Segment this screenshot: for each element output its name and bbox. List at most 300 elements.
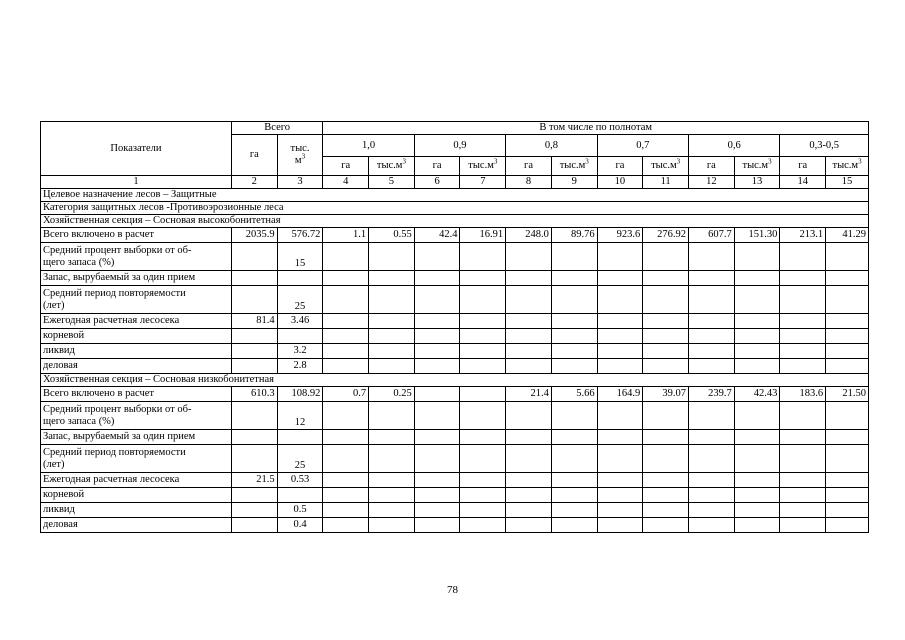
cell-value — [597, 488, 643, 503]
cell-value — [414, 473, 460, 488]
cell-value — [277, 329, 323, 344]
cell-value — [597, 430, 643, 445]
cell-value — [688, 359, 734, 374]
table-row — [41, 228, 869, 243]
cell-value — [369, 329, 415, 344]
cell-value — [780, 503, 826, 518]
row-label: корневой — [41, 488, 232, 503]
row-label: Запас, вырубаемый за один прием — [41, 430, 232, 445]
cell-value: 42.43 — [734, 387, 780, 402]
row-label: Средний процент выборки от об- щего запаса (%) — [41, 402, 232, 430]
subheader-tys-m3: $тыс.м^3$ — [460, 157, 506, 176]
cell-value — [369, 488, 415, 503]
cell-value: 89.76 — [551, 228, 597, 243]
cell-value — [506, 402, 552, 430]
cell-value — [826, 344, 869, 359]
density-1: 1,0 — [323, 135, 414, 157]
cell-value — [688, 344, 734, 359]
cell-value — [643, 271, 689, 286]
cell-value — [780, 488, 826, 503]
column-number: 7 — [460, 176, 506, 189]
cell-value — [643, 286, 689, 314]
cell-value — [643, 243, 689, 271]
cell-value — [551, 359, 597, 374]
cell-value — [688, 402, 734, 430]
row-label: Запас, вырубаемый за один прием — [41, 271, 232, 286]
density-2: 0,9 — [414, 135, 505, 157]
cell-value — [734, 430, 780, 445]
cell-value — [597, 402, 643, 430]
subheader-tys-m3: $тыс.м^3$ — [369, 157, 415, 176]
cell-value — [734, 286, 780, 314]
cell-value — [826, 473, 869, 488]
cell-value — [688, 286, 734, 314]
cell-value — [414, 243, 460, 271]
forest-table — [40, 121, 869, 533]
cell-value — [597, 503, 643, 518]
cell-value — [506, 271, 552, 286]
cell-value — [323, 445, 369, 473]
cell-value — [826, 518, 869, 533]
cell-value — [826, 359, 869, 374]
cell-value — [231, 329, 277, 344]
cell-value — [323, 286, 369, 314]
row-label: Всего включено в расчет — [41, 387, 232, 402]
column-number: 13 — [734, 176, 780, 189]
cell-value — [826, 488, 869, 503]
row-label: Всего включено в расчет — [41, 228, 232, 243]
cell-value — [597, 445, 643, 473]
cell-value — [734, 271, 780, 286]
cell-value — [643, 488, 689, 503]
cell-value — [414, 518, 460, 533]
cell-value — [734, 473, 780, 488]
cell-value — [826, 430, 869, 445]
cell-value — [231, 430, 277, 445]
cell-value — [734, 503, 780, 518]
row-label: ликвид — [41, 344, 232, 359]
cell-value — [643, 359, 689, 374]
cell-value — [551, 271, 597, 286]
cell-value — [414, 445, 460, 473]
header-tys-m3: тыс. $м^3$ — [277, 135, 323, 176]
cell-value — [826, 329, 869, 344]
cell-value — [369, 271, 415, 286]
cell-value — [551, 488, 597, 503]
cell-value: 0.7 — [323, 387, 369, 402]
cell-value — [780, 271, 826, 286]
cell-value — [688, 243, 734, 271]
cell-value — [551, 430, 597, 445]
cell-value: 183.6 — [780, 387, 826, 402]
cell-value — [826, 271, 869, 286]
cell-value: 923.6 — [597, 228, 643, 243]
header-ga: га — [231, 135, 277, 176]
cell-value: 21.5 — [231, 473, 277, 488]
cell-value: 81.4 — [231, 314, 277, 329]
table-row — [41, 503, 869, 518]
row-label: корневой — [41, 329, 232, 344]
cell-value — [780, 344, 826, 359]
cell-value — [460, 473, 506, 488]
cell-value: 15 — [277, 243, 323, 271]
cell-value — [414, 286, 460, 314]
cell-value — [643, 473, 689, 488]
cell-value — [323, 243, 369, 271]
cell-value — [734, 314, 780, 329]
cell-value: 1.1 — [323, 228, 369, 243]
cell-value — [643, 344, 689, 359]
column-number: 3 — [277, 176, 323, 189]
column-number: 12 — [688, 176, 734, 189]
table-row — [41, 387, 869, 402]
cell-value: 39.07 — [643, 387, 689, 402]
cell-value: 0.55 — [369, 228, 415, 243]
cell-value — [231, 518, 277, 533]
cell-value: 25 — [277, 286, 323, 314]
table-row — [41, 314, 869, 329]
cell-value — [780, 329, 826, 344]
column-number: 4 — [323, 176, 369, 189]
cell-value — [506, 344, 552, 359]
row-label: Средний период повторяемости (лет) — [41, 286, 232, 314]
cell-value — [688, 518, 734, 533]
cell-value — [826, 503, 869, 518]
cell-value — [323, 473, 369, 488]
cell-value: 2.8 — [277, 359, 323, 374]
cell-value: 42.4 — [414, 228, 460, 243]
section-title: Хозяйственная секция – Сосновая высокобонитетная — [41, 215, 869, 228]
cell-value — [826, 243, 869, 271]
subheader-ga: га — [780, 157, 826, 176]
subheader-ga: га — [688, 157, 734, 176]
cell-value — [826, 445, 869, 473]
cell-value — [506, 314, 552, 329]
cell-value — [460, 518, 506, 533]
column-number: 2 — [231, 176, 277, 189]
cell-value — [688, 430, 734, 445]
cell-value: 41.29 — [826, 228, 869, 243]
cell-value: 21.4 — [506, 387, 552, 402]
cell-value — [734, 243, 780, 271]
cell-value — [734, 518, 780, 533]
cell-value: 610.3 — [231, 387, 277, 402]
cell-value — [780, 430, 826, 445]
cell-value: 3.2 — [277, 344, 323, 359]
column-number: 10 — [597, 176, 643, 189]
cell-value — [551, 314, 597, 329]
cell-value — [460, 445, 506, 473]
cell-value — [551, 402, 597, 430]
cell-value — [506, 473, 552, 488]
table-row — [41, 286, 869, 314]
cell-value — [414, 329, 460, 344]
cell-value — [826, 314, 869, 329]
cell-value — [780, 473, 826, 488]
subheader-tys-m3: $тыс.м^3$ — [826, 157, 869, 176]
density-4: 0,7 — [597, 135, 688, 157]
cell-value — [506, 503, 552, 518]
cell-value — [369, 359, 415, 374]
cell-value — [551, 445, 597, 473]
cell-value: 2035.9 — [231, 228, 277, 243]
column-number: 15 — [826, 176, 869, 189]
cell-value — [826, 286, 869, 314]
cell-value — [734, 359, 780, 374]
section-category: Категория защитных лесов -Противоэрозионные леса — [41, 202, 869, 215]
cell-value — [277, 430, 323, 445]
cell-value — [231, 286, 277, 314]
row-label: деловая — [41, 518, 232, 533]
cell-value — [460, 387, 506, 402]
cell-value: 3.46 — [277, 314, 323, 329]
header-total: Всего — [231, 122, 322, 135]
cell-value — [231, 445, 277, 473]
subheader-ga: га — [597, 157, 643, 176]
cell-value — [323, 329, 369, 344]
cell-value — [643, 402, 689, 430]
cell-value — [323, 503, 369, 518]
cell-value — [323, 518, 369, 533]
column-number: 11 — [643, 176, 689, 189]
cell-value — [369, 402, 415, 430]
cell-value — [643, 314, 689, 329]
cell-value: 0.25 — [369, 387, 415, 402]
cell-value — [734, 329, 780, 344]
column-number: 6 — [414, 176, 460, 189]
cell-value: 213.1 — [780, 228, 826, 243]
table-row — [41, 518, 869, 533]
cell-value — [460, 503, 506, 518]
cell-value — [506, 518, 552, 533]
table-row — [41, 271, 869, 286]
cell-value — [369, 430, 415, 445]
cell-value: 576.72 — [277, 228, 323, 243]
cell-value — [231, 503, 277, 518]
column-number: 9 — [551, 176, 597, 189]
cell-value — [506, 243, 552, 271]
density-3: 0,8 — [506, 135, 597, 157]
cell-value — [688, 445, 734, 473]
cell-value — [414, 344, 460, 359]
row-label: Средний процент выборки от об- щего запаса (%) — [41, 243, 232, 271]
cell-value — [460, 359, 506, 374]
cell-value — [597, 286, 643, 314]
cell-value — [688, 488, 734, 503]
cell-value — [780, 243, 826, 271]
cell-value — [460, 344, 506, 359]
cell-value — [597, 518, 643, 533]
cell-value — [597, 314, 643, 329]
cell-value — [323, 344, 369, 359]
cell-value — [643, 518, 689, 533]
table-row — [41, 329, 869, 344]
subheader-ga: га — [323, 157, 369, 176]
cell-value — [369, 286, 415, 314]
section-purpose: Целевое назначение лесов – Защитные — [41, 189, 869, 202]
table-row — [41, 445, 869, 473]
cell-value — [460, 286, 506, 314]
cell-value: 12 — [277, 402, 323, 430]
section-title: Хозяйственная секция – Сосновая низкобонитетная — [41, 374, 869, 387]
cell-value — [369, 518, 415, 533]
cell-value — [780, 402, 826, 430]
cell-value — [734, 445, 780, 473]
cell-value — [323, 430, 369, 445]
column-number: 8 — [506, 176, 552, 189]
subheader-tys-m3: $тыс.м^3$ — [643, 157, 689, 176]
cell-value: 21.50 — [826, 387, 869, 402]
subheader-tys-m3: $тыс.м^3$ — [734, 157, 780, 176]
cell-value — [551, 344, 597, 359]
cell-value — [597, 359, 643, 374]
cell-value: 0.5 — [277, 503, 323, 518]
header-indicators: Показатели — [41, 122, 232, 176]
row-label: Ежегодная расчетная лесосека — [41, 473, 232, 488]
cell-value — [506, 359, 552, 374]
cell-value: 0.4 — [277, 518, 323, 533]
cell-value — [506, 445, 552, 473]
cell-value — [460, 488, 506, 503]
cell-value — [506, 286, 552, 314]
cell-value — [597, 473, 643, 488]
cell-value — [323, 271, 369, 286]
cell-value: 16.91 — [460, 228, 506, 243]
density-5: 0,6 — [688, 135, 779, 157]
cell-value — [231, 243, 277, 271]
table-row — [41, 359, 869, 374]
column-number: 1 — [41, 176, 232, 189]
cell-value — [826, 402, 869, 430]
cell-value: 164.9 — [597, 387, 643, 402]
cell-value — [734, 344, 780, 359]
table-row — [41, 488, 869, 503]
cell-value — [460, 430, 506, 445]
cell-value: 248.0 — [506, 228, 552, 243]
cell-value: 151.30 — [734, 228, 780, 243]
cell-value — [369, 243, 415, 271]
cell-value — [369, 503, 415, 518]
cell-value — [688, 329, 734, 344]
cell-value — [734, 488, 780, 503]
cell-value — [688, 473, 734, 488]
cell-value — [414, 402, 460, 430]
cell-value — [506, 329, 552, 344]
cell-value: 108.92 — [277, 387, 323, 402]
cell-value — [414, 488, 460, 503]
cell-value — [688, 503, 734, 518]
cell-value — [643, 329, 689, 344]
cell-value — [323, 402, 369, 430]
subheader-tys-m3: $тыс.м^3$ — [551, 157, 597, 176]
cell-value — [460, 314, 506, 329]
cell-value — [231, 359, 277, 374]
table-row — [41, 430, 869, 445]
cell-value — [780, 518, 826, 533]
cell-value — [506, 488, 552, 503]
cell-value — [414, 430, 460, 445]
header-incl: В том числе по полнотам — [323, 122, 869, 135]
cell-value — [460, 329, 506, 344]
cell-value — [277, 488, 323, 503]
table-row — [41, 402, 869, 430]
cell-value — [231, 402, 277, 430]
subheader-ga: га — [414, 157, 460, 176]
cell-value — [597, 243, 643, 271]
cell-value — [231, 271, 277, 286]
cell-value — [780, 445, 826, 473]
cell-value — [369, 344, 415, 359]
cell-value — [551, 518, 597, 533]
subheader-ga: га — [506, 157, 552, 176]
cell-value — [780, 286, 826, 314]
cell-value — [734, 402, 780, 430]
table-row — [41, 243, 869, 271]
cell-value — [369, 473, 415, 488]
cell-value — [780, 359, 826, 374]
cell-value — [460, 243, 506, 271]
cell-value — [323, 359, 369, 374]
row-label: Средний период повторяемости (лет) — [41, 445, 232, 473]
cell-value — [688, 271, 734, 286]
cell-value: 607.7 — [688, 228, 734, 243]
cell-value — [551, 243, 597, 271]
cell-value — [597, 329, 643, 344]
cell-value — [551, 503, 597, 518]
cell-value — [369, 314, 415, 329]
cell-value — [414, 314, 460, 329]
cell-value — [414, 359, 460, 374]
cell-value: 5.66 — [551, 387, 597, 402]
cell-value — [460, 402, 506, 430]
density-6: 0,3-0,5 — [780, 135, 869, 157]
cell-value: 0.53 — [277, 473, 323, 488]
table-row — [41, 344, 869, 359]
cell-value — [323, 314, 369, 329]
cell-value — [369, 445, 415, 473]
cell-value — [414, 503, 460, 518]
cell-value — [643, 503, 689, 518]
cell-value — [643, 445, 689, 473]
cell-value — [231, 344, 277, 359]
page-number: 78 — [447, 584, 458, 596]
cell-value — [780, 314, 826, 329]
cell-value — [597, 344, 643, 359]
cell-value: 276.92 — [643, 228, 689, 243]
row-label: Ежегодная расчетная лесосека — [41, 314, 232, 329]
cell-value: 239.7 — [688, 387, 734, 402]
column-number: 14 — [780, 176, 826, 189]
table-row — [41, 473, 869, 488]
cell-value — [597, 271, 643, 286]
cell-value — [414, 387, 460, 402]
row-label: деловая — [41, 359, 232, 374]
cell-value — [277, 271, 323, 286]
row-label: ликвид — [41, 503, 232, 518]
cell-value — [688, 314, 734, 329]
cell-value — [460, 271, 506, 286]
cell-value — [414, 271, 460, 286]
cell-value: 25 — [277, 445, 323, 473]
cell-value — [231, 488, 277, 503]
column-number: 5 — [369, 176, 415, 189]
cell-value — [643, 430, 689, 445]
cell-value — [551, 329, 597, 344]
cell-value — [506, 430, 552, 445]
cell-value — [551, 286, 597, 314]
cell-value — [323, 488, 369, 503]
cell-value — [551, 473, 597, 488]
